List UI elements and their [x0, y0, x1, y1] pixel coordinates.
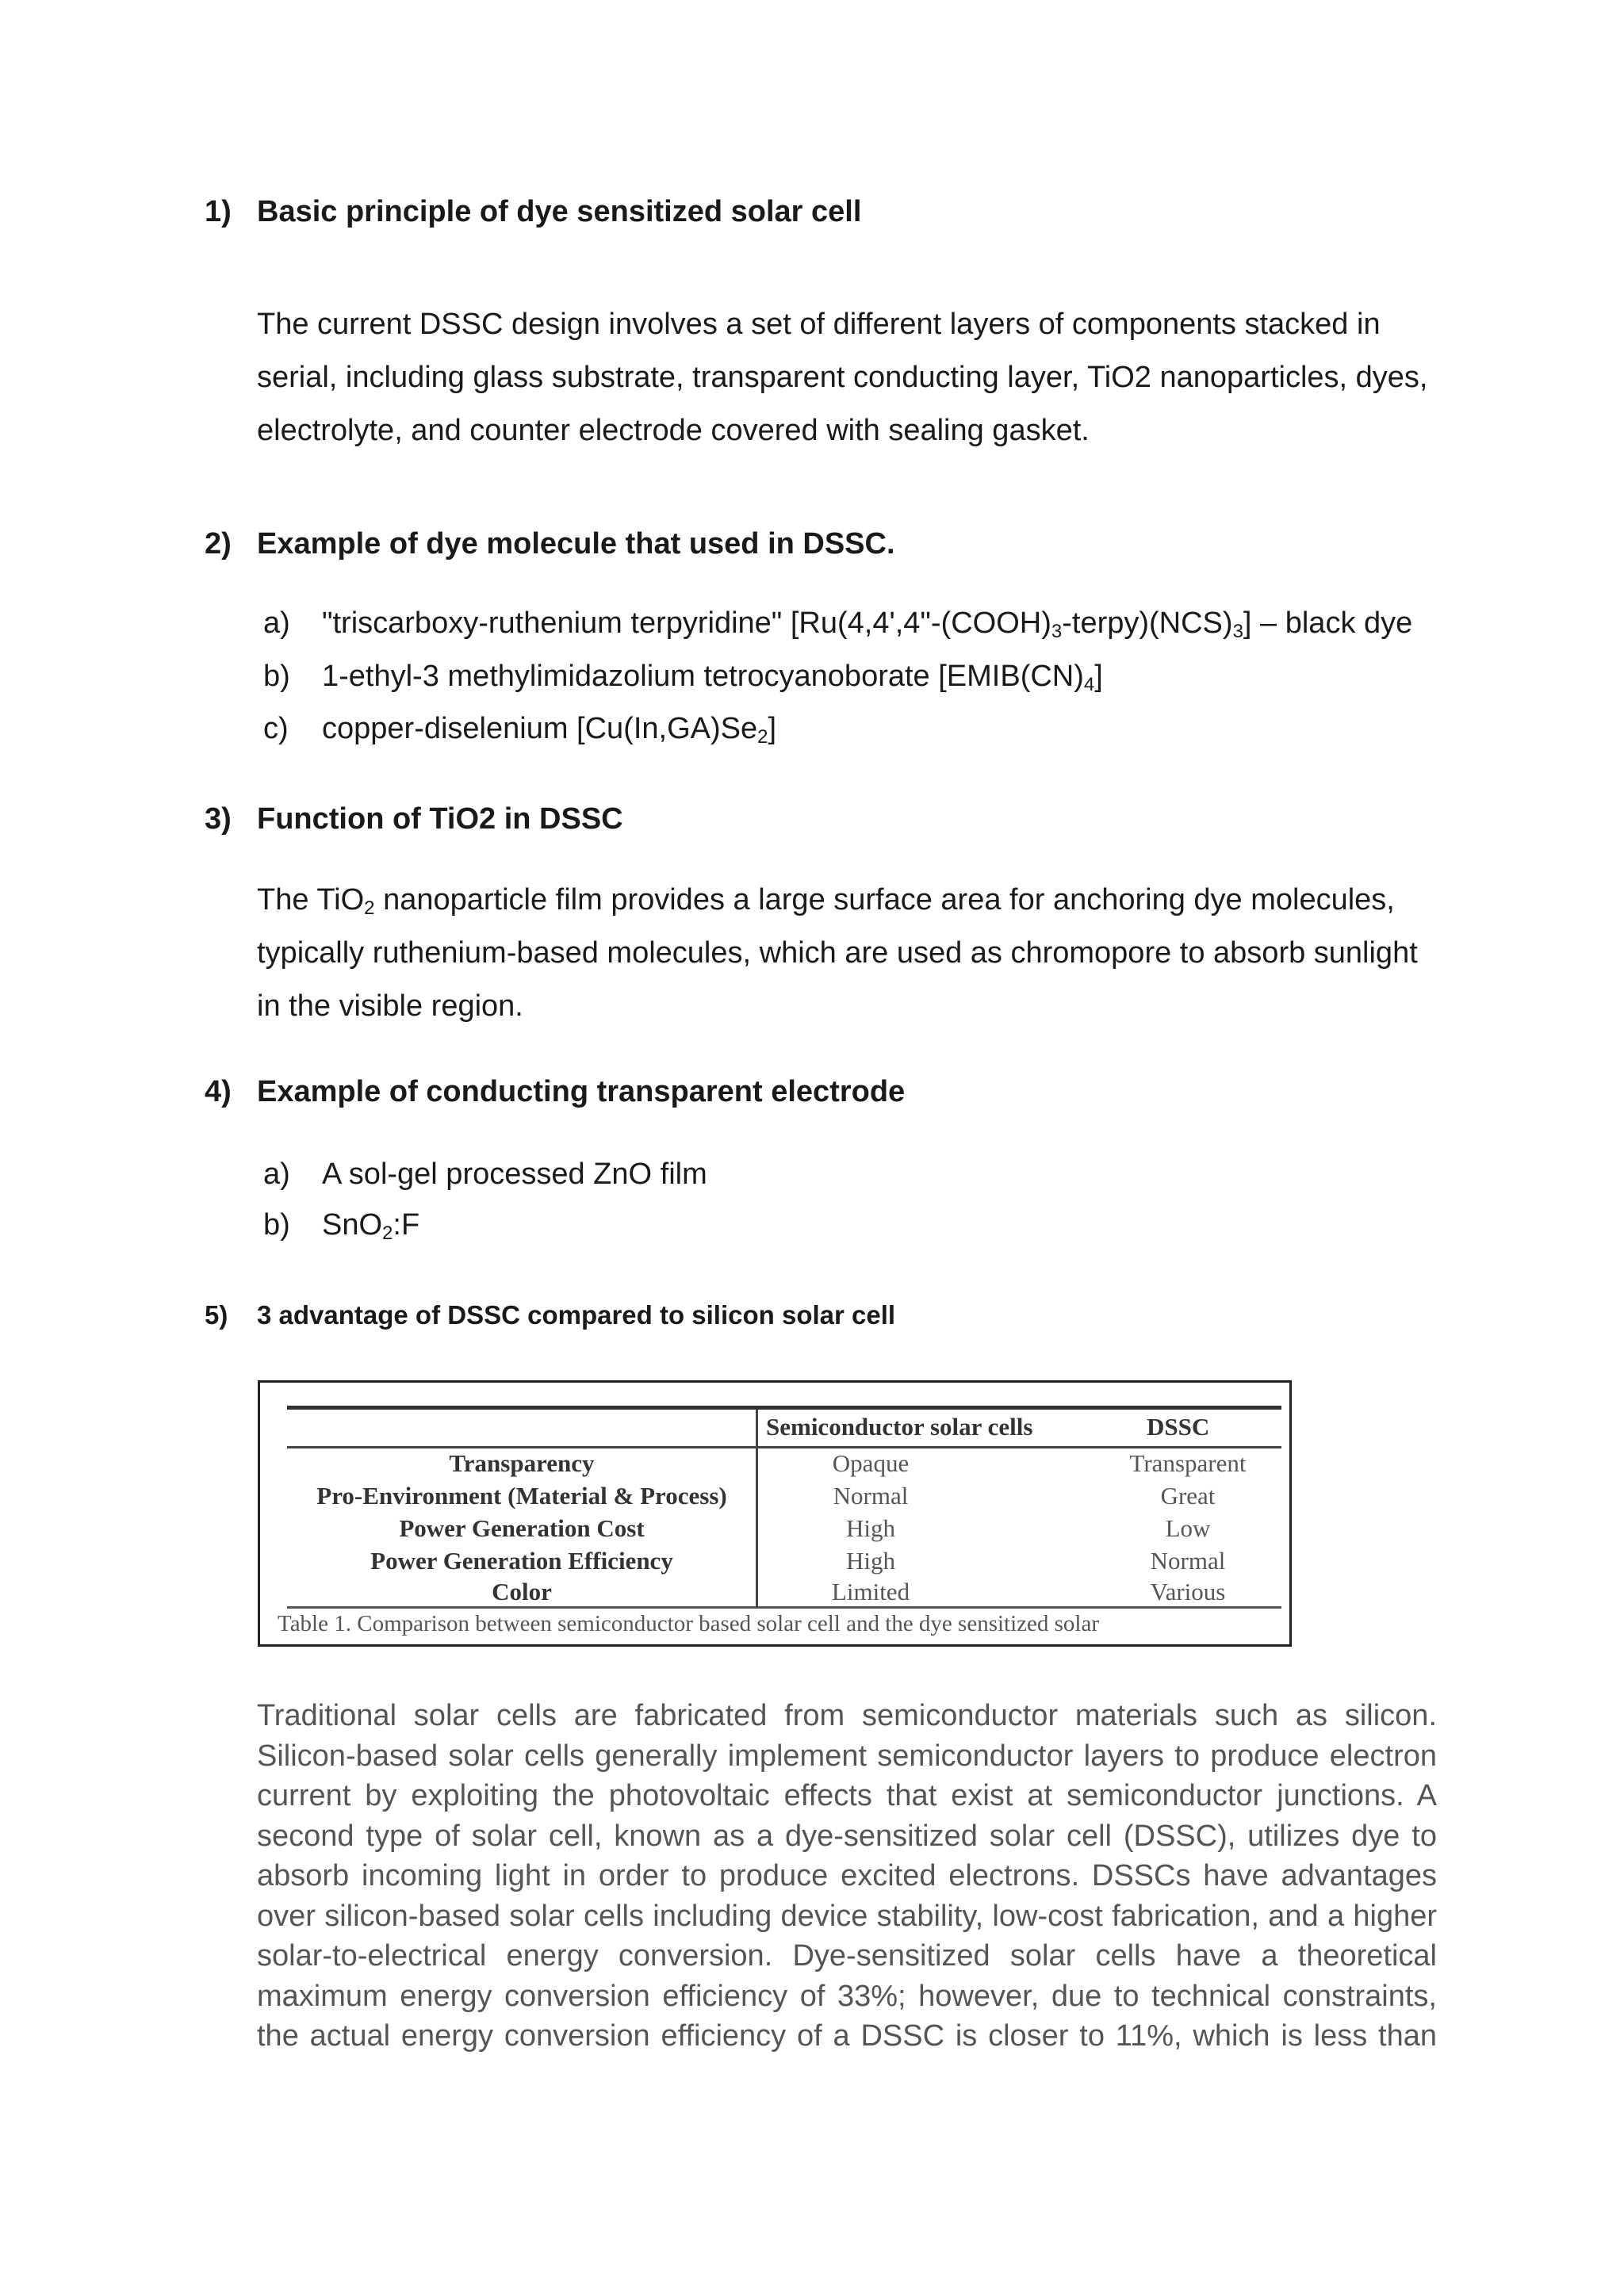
- paragraph-line: electrolyte, and counter electrode covered with sealing gasket.: [257, 414, 1090, 447]
- list-text: 1-ethyl-3 methylimidazolium tetrocyanoborate [EMIB(CN): [322, 660, 1084, 693]
- table-cell: Opaque: [832, 1449, 910, 1477]
- subscript: 2: [757, 726, 768, 748]
- paragraph-line: [257, 874, 1446, 927]
- subscript: 3: [1232, 621, 1243, 642]
- paragraph-line: absorb incoming light in order to produce excited electrons. DSSCs have advantages: [257, 1859, 1437, 1892]
- list-label: a): [263, 1158, 290, 1191]
- paragraph-line: maximum energy conversion efficiency of 33%; however, due to technical constraints,: [257, 1979, 1437, 2013]
- table-cell: High: [846, 1547, 895, 1575]
- text: nanoparticle film provides a large surface area for anchoring dye molecules,: [374, 883, 1395, 916]
- section-number: 2): [205, 527, 232, 561]
- table-cell: Various: [1150, 1578, 1226, 1605]
- paragraph-line: second type of solar cell, known as a dye-sensitized solar cell (DSSC), utilizes dye to: [257, 1819, 1437, 1853]
- section-title: 3 advantage of DSSC compared to silicon solar cell: [257, 1300, 896, 1330]
- list-item: [263, 1208, 419, 1242]
- paragraph-line: typically ruthenium-based molecules, which are used as chromopore to absorb sunlight: [257, 936, 1418, 970]
- section-title: Function of TiO2 in DSSC: [257, 802, 623, 836]
- section-paragraph: [257, 298, 1446, 457]
- table-cell: Normal: [833, 1482, 909, 1510]
- list-label: b): [263, 1208, 290, 1242]
- list-text: :F: [393, 1208, 420, 1242]
- paragraph-line: solar-to-electrical energy conversion. Dye-sensitized solar cells have a theoretical: [257, 1939, 1437, 1973]
- section-title: Example of conducting transparent electrode: [257, 1075, 906, 1108]
- table-cell: Low: [1165, 1514, 1211, 1542]
- section-number: 4): [205, 1075, 232, 1108]
- list-text: A sol-gel processed ZnO film: [322, 1158, 707, 1191]
- section-number: 5): [205, 1300, 228, 1330]
- subscript: 3: [1051, 621, 1063, 642]
- table-cell: Limited: [831, 1578, 910, 1605]
- column-header: DSSC: [1147, 1413, 1210, 1441]
- table-cell: Great: [1160, 1482, 1216, 1510]
- text: The TiO: [257, 883, 365, 916]
- subscript: 4: [1083, 674, 1095, 695]
- subscript: 2: [364, 897, 375, 919]
- table-rule: [287, 1606, 1281, 1609]
- table-rule: [287, 1406, 1281, 1410]
- list-text: ] – black dye: [1243, 607, 1413, 640]
- table-divider: [756, 1410, 758, 1608]
- section-number: 3): [205, 802, 232, 836]
- list-text: copper-diselenium [Cu(In,GA)Se: [322, 712, 758, 745]
- list-item: [263, 607, 1412, 641]
- paragraph-line: over silicon-based solar cells including device stability, low-cost fabrication, and a higher: [257, 1899, 1437, 1933]
- list-item: [263, 712, 776, 746]
- section-number: 1): [205, 195, 232, 228]
- list-text: ]: [768, 712, 777, 745]
- paragraph-line: current by exploiting the photovoltaic effects that exist at semiconductor junctions. A: [257, 1779, 1437, 1812]
- paragraph-line: in the visible region.: [257, 989, 523, 1023]
- list-text: "triscarboxy-ruthenium terpyridine" [Ru(4,4',4"-(COOH): [322, 607, 1051, 640]
- section-title: Example of dye molecule that used in DSSC.: [257, 527, 895, 561]
- comparison-table-image: [258, 1380, 1292, 1647]
- row-label: Power Generation Efficiency: [370, 1547, 673, 1575]
- list-text: ]: [1094, 660, 1103, 693]
- paragraph-line: Traditional solar cells are fabricated from semiconductor materials such as silicon.: [257, 1699, 1437, 1732]
- table-cell: Normal: [1150, 1547, 1226, 1575]
- table-cell: Transparent: [1129, 1449, 1247, 1477]
- list-label: a): [263, 607, 290, 640]
- section-5-paragraph: [257, 1696, 1437, 2057]
- table-caption: Table 1. Comparison between semiconductor based solar cell and the dye sensitized solar: [278, 1611, 1100, 1636]
- list-text: -terpy)(NCS): [1062, 607, 1233, 640]
- paragraph-line: the actual energy conversion efficiency of a DSSC is closer to 11%, which is less than: [257, 2019, 1437, 2053]
- section-paragraph: [257, 874, 1446, 1033]
- list-text: SnO: [322, 1208, 383, 1242]
- row-label: Power Generation Cost: [399, 1514, 645, 1542]
- list-item: [263, 660, 1103, 694]
- paragraph-line: The current DSSC design involves a set of different layers of components stacked in: [257, 308, 1381, 341]
- row-label: Transparency: [449, 1449, 595, 1477]
- table-cell: High: [846, 1514, 895, 1542]
- list-label: c): [263, 712, 289, 745]
- column-header: Semiconductor solar cells: [766, 1413, 1033, 1441]
- paragraph-line: Silicon-based solar cells generally implement semiconductor layers to produce electron: [257, 1739, 1437, 1773]
- section-title: Basic principle of dye sensitized solar cell: [257, 195, 862, 228]
- subscript: 2: [382, 1223, 393, 1244]
- table-rule: [287, 1446, 1281, 1448]
- list-label: b): [263, 660, 290, 693]
- row-label: Pro-Environment (Material & Process): [316, 1482, 727, 1510]
- list-item: [263, 1158, 707, 1192]
- row-label: Color: [492, 1578, 552, 1605]
- paragraph-line: serial, including glass substrate, transparent conducting layer, TiO2 nanoparticles, dyes,: [257, 361, 1428, 394]
